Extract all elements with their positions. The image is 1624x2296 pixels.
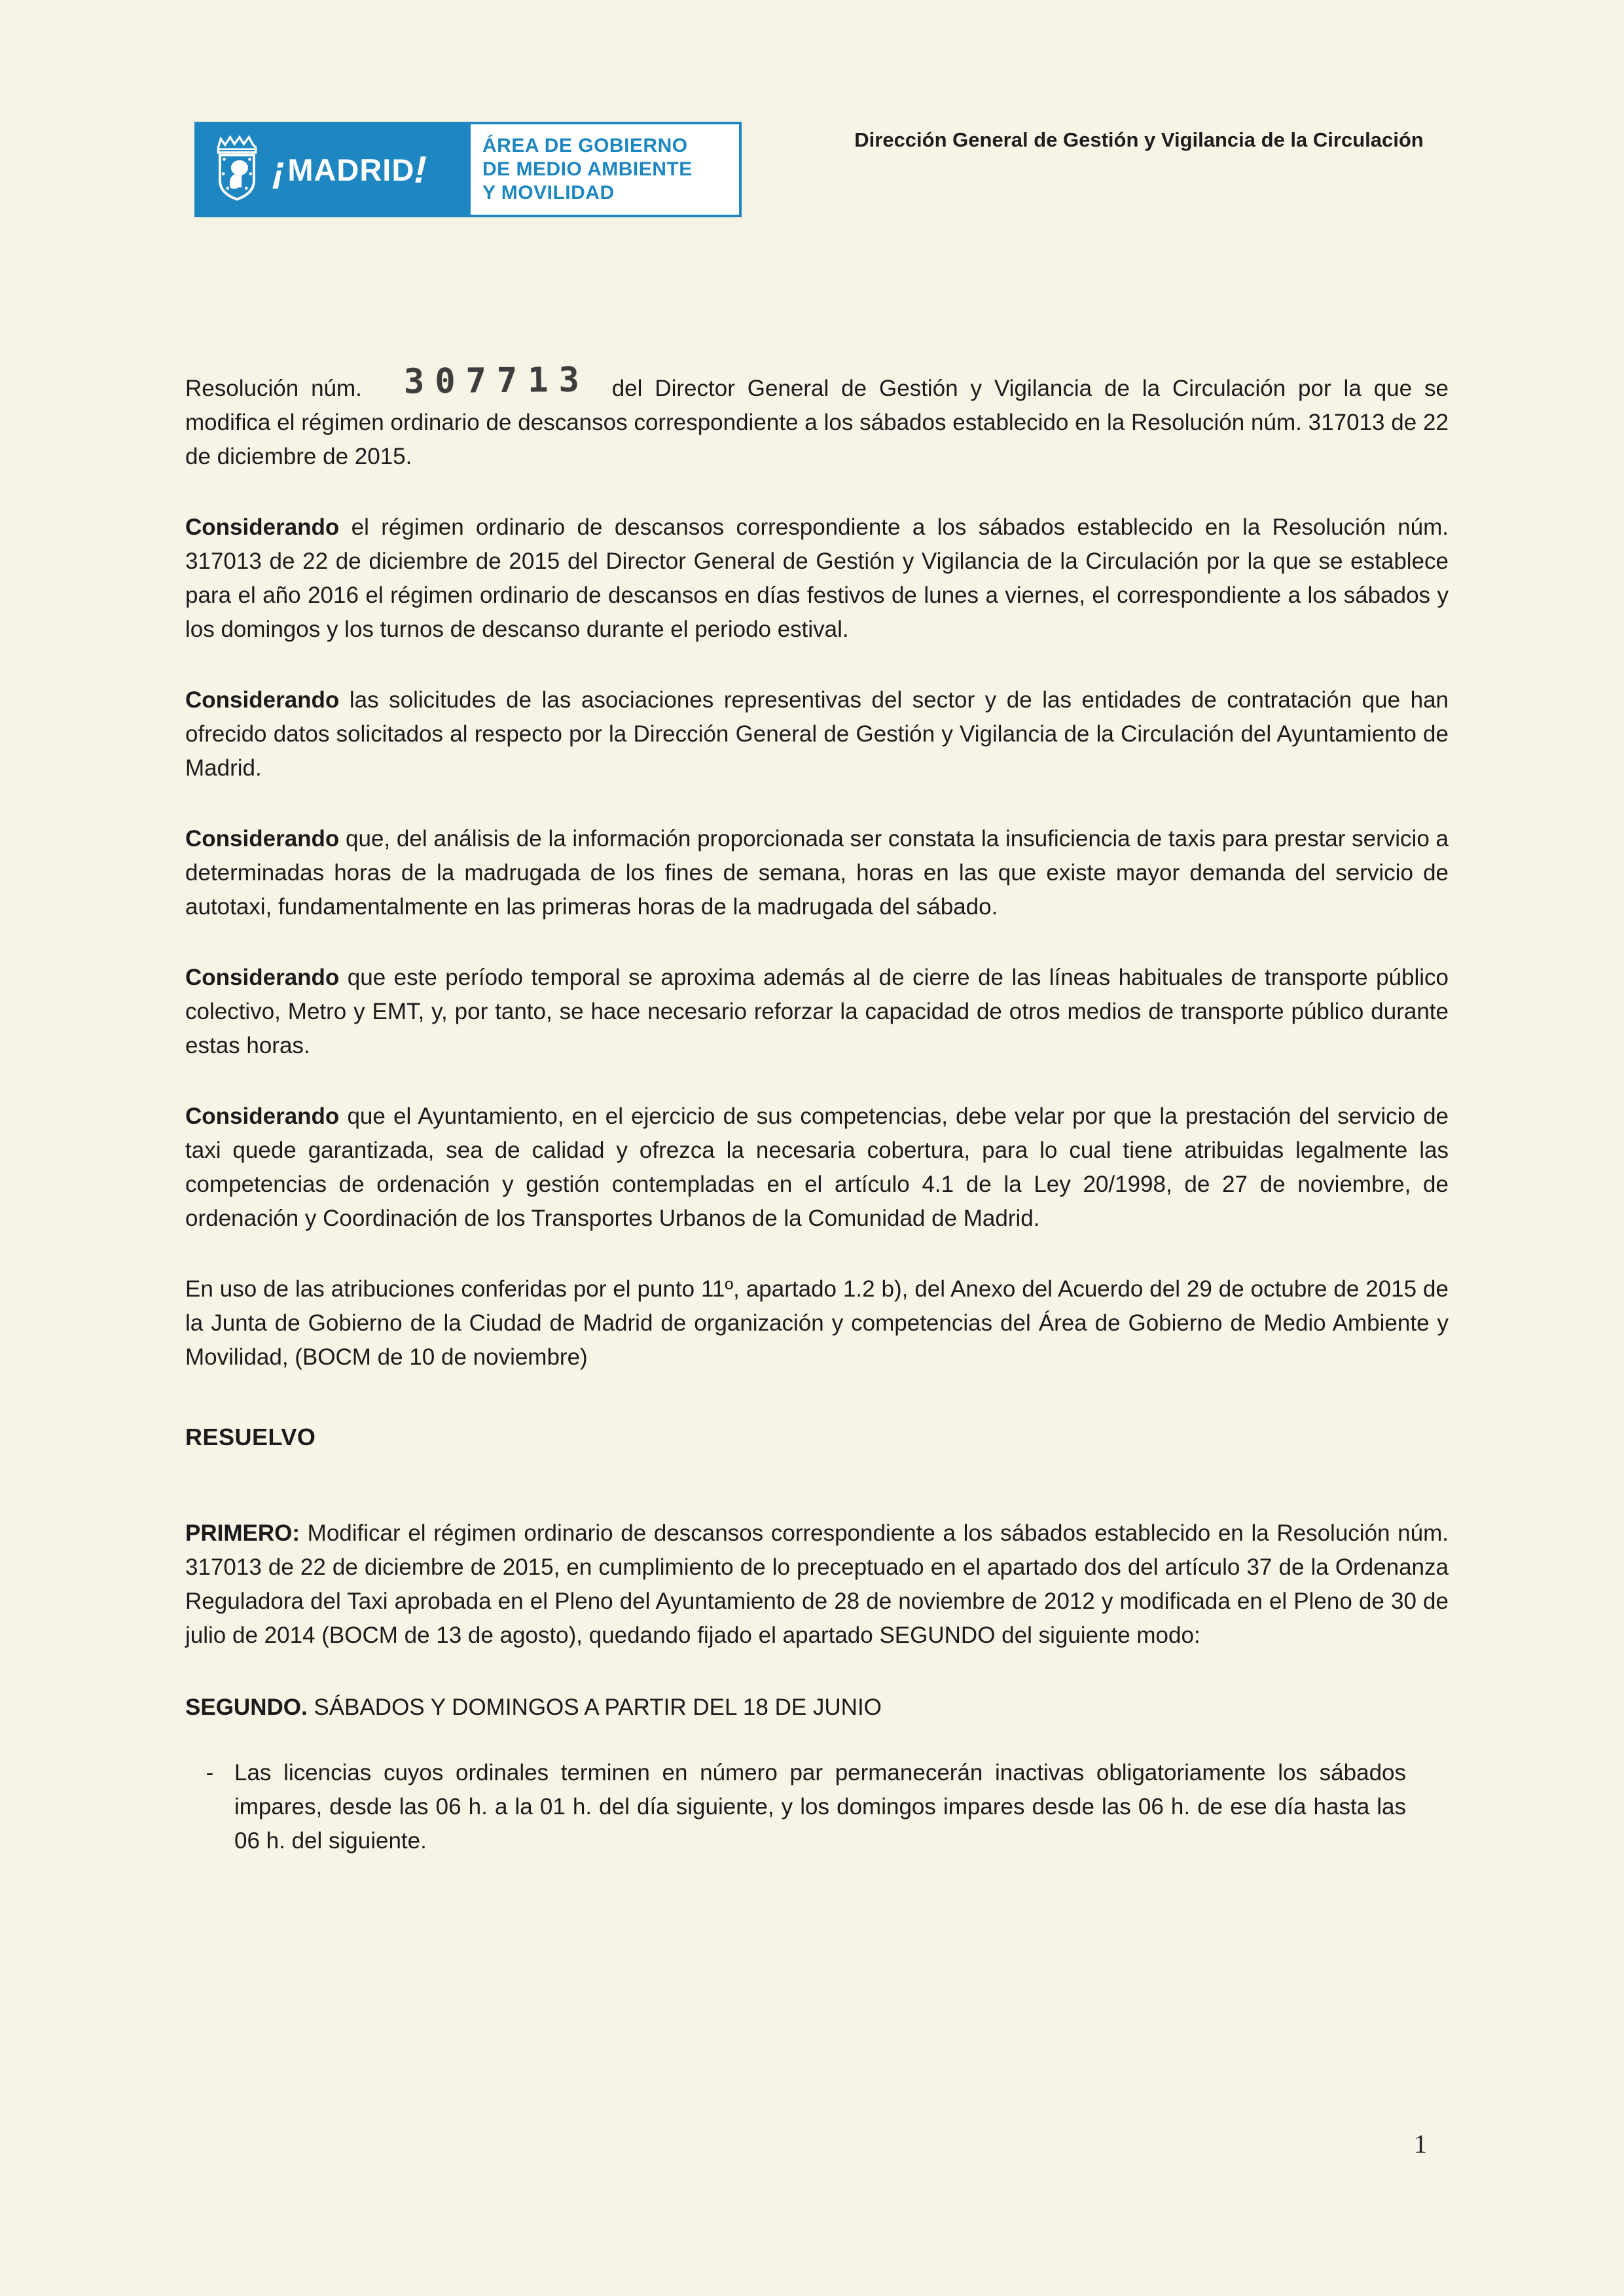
bullet-text: Las licencias cuyos ordinales terminen en número par permanecerán inactivas obligatoriamente los sábados impares, desde las 06 h. a la 01 h. del día siguiente, y los domingos impares desde las 06 h. de ese día hasta las 06 h. del siguiente. bbox=[234, 1760, 1406, 1854]
resolution-paragraph bbox=[185, 360, 1449, 474]
bullet-dash: - bbox=[206, 1760, 214, 1785]
considerando-paragraph-4 bbox=[185, 961, 1449, 1063]
resolution-text: del Director General de Gestión y Vigilancia de la Circulación por la que se modifica el régimen ordinario de descansos correspondiente a los sábados establecido en la Resolución núm. 317013 de 22 de diciembre de 2015. bbox=[185, 376, 1449, 469]
brand-open-exclamation: ¡ bbox=[268, 148, 291, 191]
attributions-paragraph: En uso de las atribuciones conferidas por el punto 11º, apartado 1.2 b), del Anexo del Acuerdo del 29 de octubre de 2015 de la Junta de Gobierno de la Ciudad de Madrid de organización y competencias del Área de Gobierno de Medio Ambiente y Movilidad, (BOCM de 10 de noviembre) bbox=[185, 1276, 1449, 1370]
considerando-paragraph-2 bbox=[185, 683, 1449, 785]
area-line-3: Y MOVILIDAD bbox=[482, 182, 615, 204]
brand-close-exclamation: ! bbox=[410, 148, 433, 191]
considerando-paragraph-1 bbox=[185, 511, 1449, 647]
resuelvo-heading: RESUELVO bbox=[185, 1424, 316, 1450]
primero-text: Modificar el régimen ordinario de descansos correspondiente a los sábados establecido en la Resolución núm. 317013 de 22 de diciembre de 2015, en cumplimiento de lo preceptuado en el apartado dos del artículo 37 de la Ordenanza Reguladora del Taxi aprobada en el Pleno del Ayuntamiento de 28 de noviembre de 2012 y modificada en el Pleno de 30 de julio de 2014 (BOCM de 13 de agosto), quedando fijado el apartado SEGUNDO del siguiente modo: bbox=[185, 1520, 1449, 1648]
considerando-lead-2: Considerando bbox=[185, 687, 340, 713]
primero-lead: PRIMERO: bbox=[185, 1520, 300, 1546]
resolution-prefix: Resolución núm. bbox=[185, 376, 362, 401]
considerando-paragraph-3 bbox=[185, 822, 1449, 924]
page-number: 1 bbox=[1414, 2129, 1427, 2159]
considerando-text-4: que este período temporal se aproxima además al de cierre de las líneas habituales de transporte público colectivo, Metro y EMT, y, por tanto, se hace necesario reforzar la capacidad de otros medios de transporte público durante estas horas. bbox=[185, 965, 1449, 1058]
considerando-text-5: que el Ayuntamiento, en el ejercicio de sus competencias, debe velar por que la prestación del servicio de taxi quede garantizada, sea de calidad y ofrezca la necesaria cobertura, para lo cual tiene atribuidas legalmente las competencias de ordenación y gestión contempladas en el artículo 4.1 de la Ley 20/1998, de 27 de noviembre, de ordenación y Coordinación de los Transportes Urbanos de la Comunidad de Madrid. bbox=[185, 1103, 1449, 1231]
madrid-logo bbox=[194, 122, 742, 217]
brand-name: MADRID bbox=[287, 152, 415, 187]
madrid-coat-of-arms-icon bbox=[211, 133, 262, 206]
considerando-text-3: que, del análisis de la información proporcionada ser constata la insuficiencia de taxis para prestar servicio a determinadas horas de la madrugada de los fines de semana, horas en las que existe mayor demanda del servicio de autotaxi, fundamentalmente en las primeras horas de la madrugada del sábado. bbox=[185, 826, 1449, 920]
considerando-text-2: las solicitudes de las asociaciones representivas del sector y de las entidades de contratación que han ofrecido datos solicitados al respecto por la Dirección General de Gestión y Vigilancia de la Circulación del Ayuntamiento de Madrid. bbox=[185, 687, 1449, 781]
considerando-lead-1: Considerando bbox=[185, 514, 340, 540]
government-area-label bbox=[471, 124, 739, 215]
considerando-text-1: el régimen ordinario de descansos correspondiente a los sábados establecido en la Resolución núm. 317013 de 22 de diciembre de 2015 del Director General de Gestión y Vigilancia de la Circulación por la que se establece para el año 2016 el régimen ordinario de descansos en días festivos de lunes a viernes, el correspondiente a los sábados y los domingos y los turnos de descanso durante el periodo estival. bbox=[185, 514, 1449, 642]
document-body bbox=[185, 360, 1449, 1858]
madrid-brand-wordmark bbox=[268, 148, 433, 192]
resolution-number-stamp: 307713 bbox=[403, 360, 590, 402]
considerando-lead-4: Considerando bbox=[185, 965, 340, 990]
area-line-2: DE MEDIO AMBIENTE bbox=[482, 158, 693, 180]
segundo-lead: SEGUNDO. bbox=[185, 1695, 308, 1720]
primero-paragraph bbox=[185, 1516, 1449, 1653]
madrid-logo-blue-panel bbox=[197, 124, 471, 215]
segundo-text: SÁBADOS Y DOMINGOS A PARTIR DEL 18 DE JUNIO bbox=[307, 1695, 882, 1720]
considerando-lead-3: Considerando bbox=[185, 826, 340, 852]
considerando-paragraph-5 bbox=[185, 1100, 1449, 1236]
bullet-item bbox=[185, 1756, 1449, 1858]
segundo-heading bbox=[185, 1691, 1449, 1725]
considerando-lead-5: Considerando bbox=[185, 1103, 340, 1129]
area-line-1: ÁREA DE GOBIERNO bbox=[482, 135, 688, 156]
department-title: Dirección General de Gestión y Vigilancia de la Circulación bbox=[854, 128, 1424, 151]
